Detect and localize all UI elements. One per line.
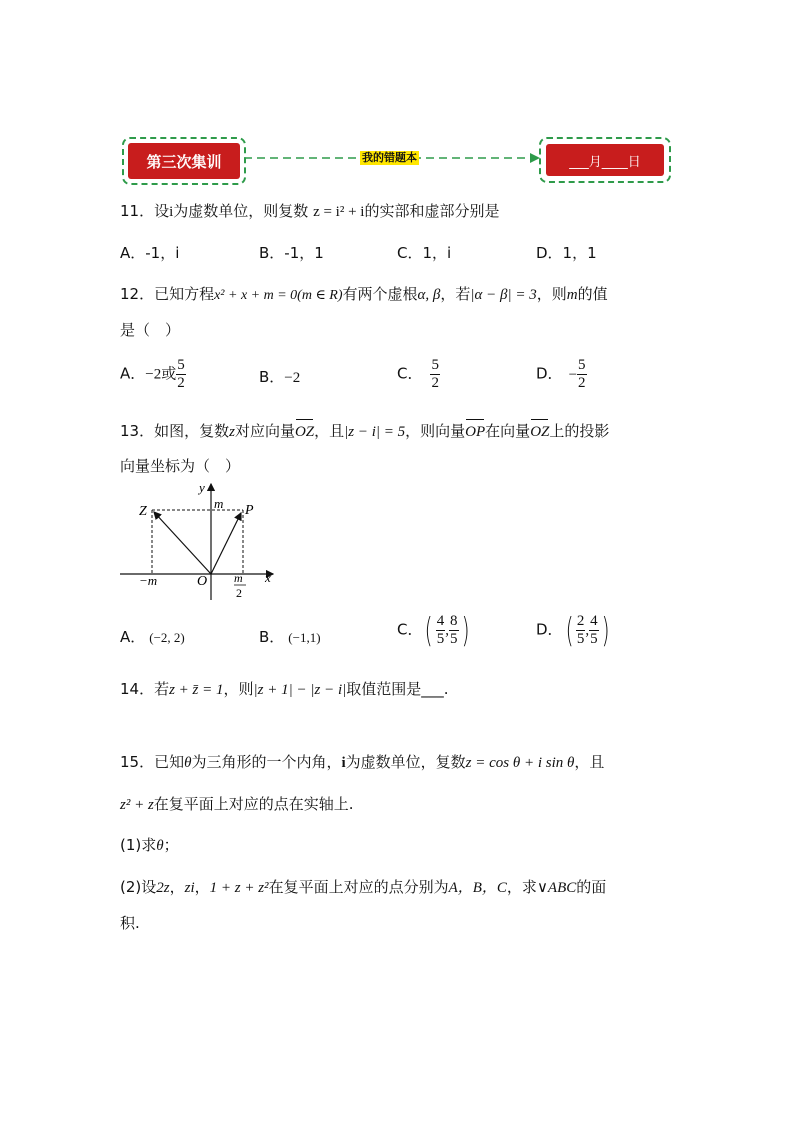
fig-half-den: 2 xyxy=(236,586,242,600)
q12-d-den: 2 xyxy=(578,375,586,391)
q13-vec-oz: OZ xyxy=(295,421,314,443)
q13-z: z xyxy=(229,424,235,440)
q11-expr: z = i² + i xyxy=(313,204,365,220)
q15-line2 xyxy=(120,793,354,816)
right-badge-frame xyxy=(539,137,671,183)
fig-z-label: Z xyxy=(139,504,147,519)
q13-option-c: C．( $\frac{4}{5}$ , $\frac{8}{5}$ ) xyxy=(397,610,470,651)
q13-stem-f: 上的投影 xyxy=(549,422,610,440)
q15-part2-sep2: ， xyxy=(194,878,210,896)
left-badge xyxy=(128,143,240,179)
q15-part2-e1: 2z xyxy=(156,880,170,896)
q13-stem-c: ，且 xyxy=(314,422,345,440)
q13-option-b xyxy=(259,626,321,649)
q15-part2-sep1: ， xyxy=(169,878,185,896)
q12-option-a xyxy=(120,357,186,392)
q11-option-d: D．1，1 xyxy=(536,244,597,262)
q11-option-b: B．-1，1 xyxy=(259,244,324,262)
q13-d-den1: 5 xyxy=(576,631,585,647)
fig-x-label: x xyxy=(265,570,271,585)
q13-a-label: A． xyxy=(120,628,146,646)
q15-i: i xyxy=(341,755,346,771)
q12-stem-line2: 是（ ） xyxy=(120,321,181,339)
left-badge-text: 第三次集训 xyxy=(146,152,222,171)
q12-roots: α, β xyxy=(417,287,441,303)
q11-stem-a: 11．设 xyxy=(120,202,170,220)
q13-c-num2: 8 xyxy=(450,613,458,629)
q15-part1-b: ； xyxy=(163,836,179,854)
vector-op xyxy=(211,513,241,574)
q13-c-num1: 4 xyxy=(436,613,445,629)
q12-a-frac xyxy=(176,357,186,392)
right-badge-text: ___月____日 xyxy=(569,154,641,170)
q13-c-den1: 5 xyxy=(436,631,445,647)
q12-a-label: A． xyxy=(120,364,146,383)
q12-d-label: D． xyxy=(536,364,563,383)
q15-stem-b: 为三角形的一个内角， xyxy=(191,753,342,771)
q12-m: m xyxy=(566,287,578,303)
q13-option-a xyxy=(120,626,185,649)
fig-half-num: m xyxy=(234,571,243,585)
fig-p-label: P xyxy=(245,503,254,518)
q13-c-rparen: ) xyxy=(461,610,470,651)
q14-stem-a: 14．若 xyxy=(120,680,170,698)
q15-part2-c: ，求 xyxy=(506,878,537,896)
q12-c-frac xyxy=(430,357,440,392)
fig-neg-m-label: −m xyxy=(139,573,158,588)
q12-a-den: 2 xyxy=(177,375,185,391)
q12-b-label: B． xyxy=(259,368,285,386)
q13-stem-b: 对应向量 xyxy=(234,422,295,440)
q12-stem-c: ，若 xyxy=(440,285,471,303)
q12-b-val: −2 xyxy=(284,370,301,386)
q15-part2-b: 在复平面上对应的点分别为 xyxy=(268,878,449,896)
q15-part1-a: (1)求 xyxy=(120,836,157,854)
q14-cond: z + z̄ = 1 xyxy=(169,682,224,698)
q11-stem xyxy=(120,200,500,223)
fig-m-label: m xyxy=(214,496,224,511)
q14-stem xyxy=(120,678,449,701)
q15-stem xyxy=(120,751,604,774)
q15-part2-pts: A，B，C xyxy=(448,880,507,896)
q13-d-frac1 xyxy=(576,613,586,648)
q13-vec-op: OP xyxy=(465,421,485,443)
q12-c-label: C． xyxy=(397,364,423,383)
q13-vec-oz-2: OZ xyxy=(530,421,549,443)
left-badge-frame xyxy=(122,137,246,185)
q12-stem-d: ，则 xyxy=(536,285,567,303)
q13-stem-line2: 向量坐标为（ ） xyxy=(120,457,241,475)
q15-part2-d: 的面 xyxy=(576,878,607,896)
q12-expr: x² + x + m = 0(m ∈ R) xyxy=(214,288,343,303)
q13-c-den2: 5 xyxy=(450,631,458,647)
q13-cond: |z − i| = 5 xyxy=(344,424,406,440)
q12-a-val: −2或 xyxy=(145,366,177,383)
q11-option-c: C．1，i xyxy=(397,244,452,262)
q13-stem-d: ，则向量 xyxy=(405,422,466,440)
q12-d-sign: − xyxy=(568,366,578,383)
q15-line2-text: 在复平面上对应的点在实轴上. xyxy=(153,795,354,813)
q13-d-lparen: ( xyxy=(565,610,574,651)
q12-option-d xyxy=(536,357,587,392)
q13-d-den2: 5 xyxy=(590,631,598,647)
q13-d-frac2 xyxy=(589,613,599,648)
q13-option-d: D．( $\frac{2}{5}$ , $\frac{4}{5}$ ) xyxy=(536,610,610,651)
q15-line2-expr: z² + z xyxy=(120,797,154,813)
q13-stem xyxy=(120,420,609,443)
q13-d-num2: 4 xyxy=(590,613,598,629)
q13-c-label: C． xyxy=(397,620,423,639)
q15-part2 xyxy=(120,876,606,899)
q13-b-label: B． xyxy=(259,628,285,646)
q12-option-c xyxy=(397,357,440,392)
q14-expr: |z + 1| − |z − i| xyxy=(253,682,347,698)
q13-c-lparen: ( xyxy=(425,610,434,651)
q13-d-num1: 2 xyxy=(576,613,585,629)
q15-stem-a: 15．已知 xyxy=(120,753,185,771)
q12-d-frac xyxy=(577,357,587,392)
q15-zdef: z = cos θ + i sin θ xyxy=(465,755,575,771)
q13-d-label: D． xyxy=(536,620,563,639)
right-badge xyxy=(546,144,664,176)
q13-figure xyxy=(115,478,285,606)
q13-d-rparen: ) xyxy=(601,610,610,651)
q13-stem-e: 在向量 xyxy=(485,422,531,440)
fig-y-label: y xyxy=(199,480,205,495)
q15-last-line: 积. xyxy=(120,914,140,932)
q15-part1 xyxy=(120,834,179,857)
q15-part2-tri: ∨ABC xyxy=(536,880,577,896)
q11-stem-b: 为虚数单位，则复数 xyxy=(173,202,309,220)
q14-stem-c: 取值范围是___. xyxy=(346,680,449,698)
q12-d-num: 5 xyxy=(578,357,586,373)
q14-stem-b: ，则 xyxy=(223,680,254,698)
q13-c-frac1 xyxy=(436,613,446,648)
q12-c-num: 5 xyxy=(431,357,439,373)
q15-part2-e3: 1 + z + z² xyxy=(209,880,269,896)
fig-o-label: O xyxy=(197,574,208,589)
q13-stem-a: 13．如图，复数 xyxy=(120,422,230,440)
q12-c-den: 2 xyxy=(431,375,439,391)
q13-b-val: (−1,1) xyxy=(288,630,321,645)
q15-part2-e2: zi xyxy=(184,880,195,896)
q13-a-val: (−2, 2) xyxy=(149,630,185,645)
q11-stem-c: 的实部和虚部分别是 xyxy=(364,202,500,220)
q12-cond: |α − β| = 3 xyxy=(470,287,537,303)
vector-oz xyxy=(154,512,211,574)
q11-option-a: A．-1，i xyxy=(120,244,180,262)
q12-stem-a: 12．已知方程 xyxy=(120,285,215,303)
q15-stem-c: 为虚数单位，复数 xyxy=(345,753,466,771)
q15-part2-a: (2)设 xyxy=(120,878,157,896)
q15-theta: θ xyxy=(184,755,192,771)
middle-label: 我的错题本 xyxy=(362,151,417,164)
q12-stem-b: 有两个虚根 xyxy=(342,285,418,303)
q13-c-frac2 xyxy=(449,613,459,648)
q12-a-num: 5 xyxy=(177,357,185,373)
q15-stem-d: ，且 xyxy=(574,753,605,771)
q12-stem-e: 的值 xyxy=(577,285,608,303)
q12-option-b xyxy=(259,366,300,389)
q15-part1-theta: θ xyxy=(156,838,164,854)
q11-i: i xyxy=(169,204,174,220)
q12-stem xyxy=(120,283,608,307)
